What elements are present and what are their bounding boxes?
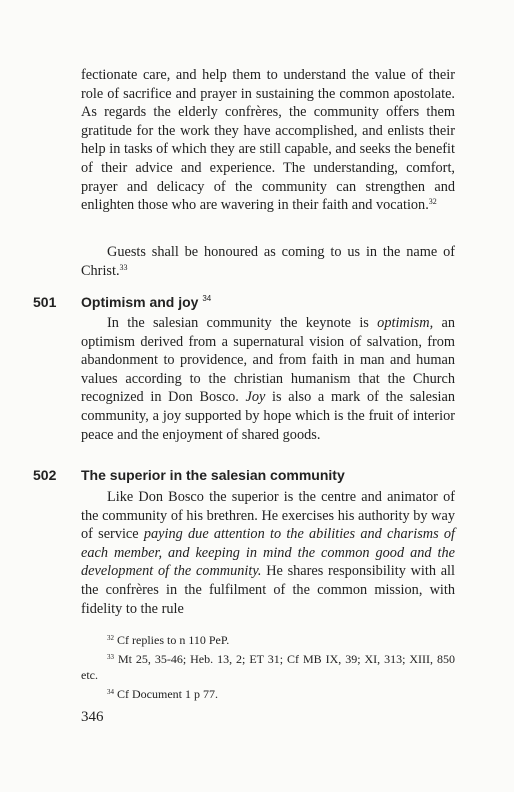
paragraph-text: Guests shall be honoured as coming to us in the name of Christ. — [81, 244, 455, 279]
paragraph-text: fectionate care, and help them to understand the value of their role of sacrifice and prayer in sustaining the common apostolate. As regards the elderly confrères, the community offers them gratitude for the work they have accomplished, and enlists their help in tasks of which they are still capable, and seeks the benefit of their advice and experience. The understanding, comfort, prayer and delicacy of the community can strengthen and enlighten those who are wavering in their faith and vocation. — [81, 67, 455, 214]
paragraph-continued — [81, 66, 455, 215]
footnote-number: 32 — [107, 634, 114, 642]
emphasis-optimism: optimism, — [377, 315, 434, 331]
footnote-text: Cf Document 1 p 77. — [117, 686, 218, 701]
section-number-501: 501 — [33, 294, 57, 310]
body-text: is also a mark of the salesian community, a joy supported by hope which is the fruit of interior peace and the enjoyment of shared goods. — [81, 389, 455, 443]
footnote-number: 33 — [107, 652, 114, 661]
paragraph-guests — [81, 243, 455, 280]
footnote-32 — [81, 630, 455, 649]
footnotes — [81, 630, 455, 702]
body-text: Like Don Bosco the superior is the centre and animator of the community of his brethren. He exercises his authority by way of service — [81, 489, 455, 543]
page-number: 346 — [81, 709, 104, 725]
section-501-body — [81, 314, 455, 444]
footnote-text: Mt 25, 35-46; Heb. 13, 2; ET 31; Cf MB IX, 39; XI, 313; XIII, 850 etc. — [81, 651, 455, 682]
body-text: In the salesian community the keynote is — [107, 315, 378, 331]
body-text: an optimism derived from a supernatural vision of salvation, from abandonment to providence, and from faith in man and human values according to the christian humanism that the Church recognized in Don Bosco. — [81, 315, 455, 406]
footnote-34 — [81, 684, 455, 703]
section-title-501 — [81, 294, 211, 310]
section-title-502: The superior in the salesian community — [81, 467, 345, 483]
emphasis-text: paying due attention to the abilities and charisms of each member, and keeping in mind the common good and the development of the community. — [81, 526, 456, 580]
footnote-ref-32: 32 — [428, 197, 437, 207]
footnote-ref-34: 34 — [202, 294, 212, 303]
footnote-33 — [81, 649, 455, 684]
footnote-number: 34 — [107, 687, 114, 696]
emphasis-joy: Joy — [245, 389, 266, 406]
footnote-ref-33: 33 — [119, 262, 128, 272]
section-502-body — [81, 488, 455, 618]
body-text: He shares responsibility with all the confrères in the fulfilment of the common mission, with fidelity to the rule — [81, 563, 455, 617]
footnote-text: Cf replies to n 110 PeP. — [117, 633, 230, 647]
section-title-text: Optimism and joy — [81, 294, 199, 310]
section-number-502: 502 — [33, 467, 57, 483]
